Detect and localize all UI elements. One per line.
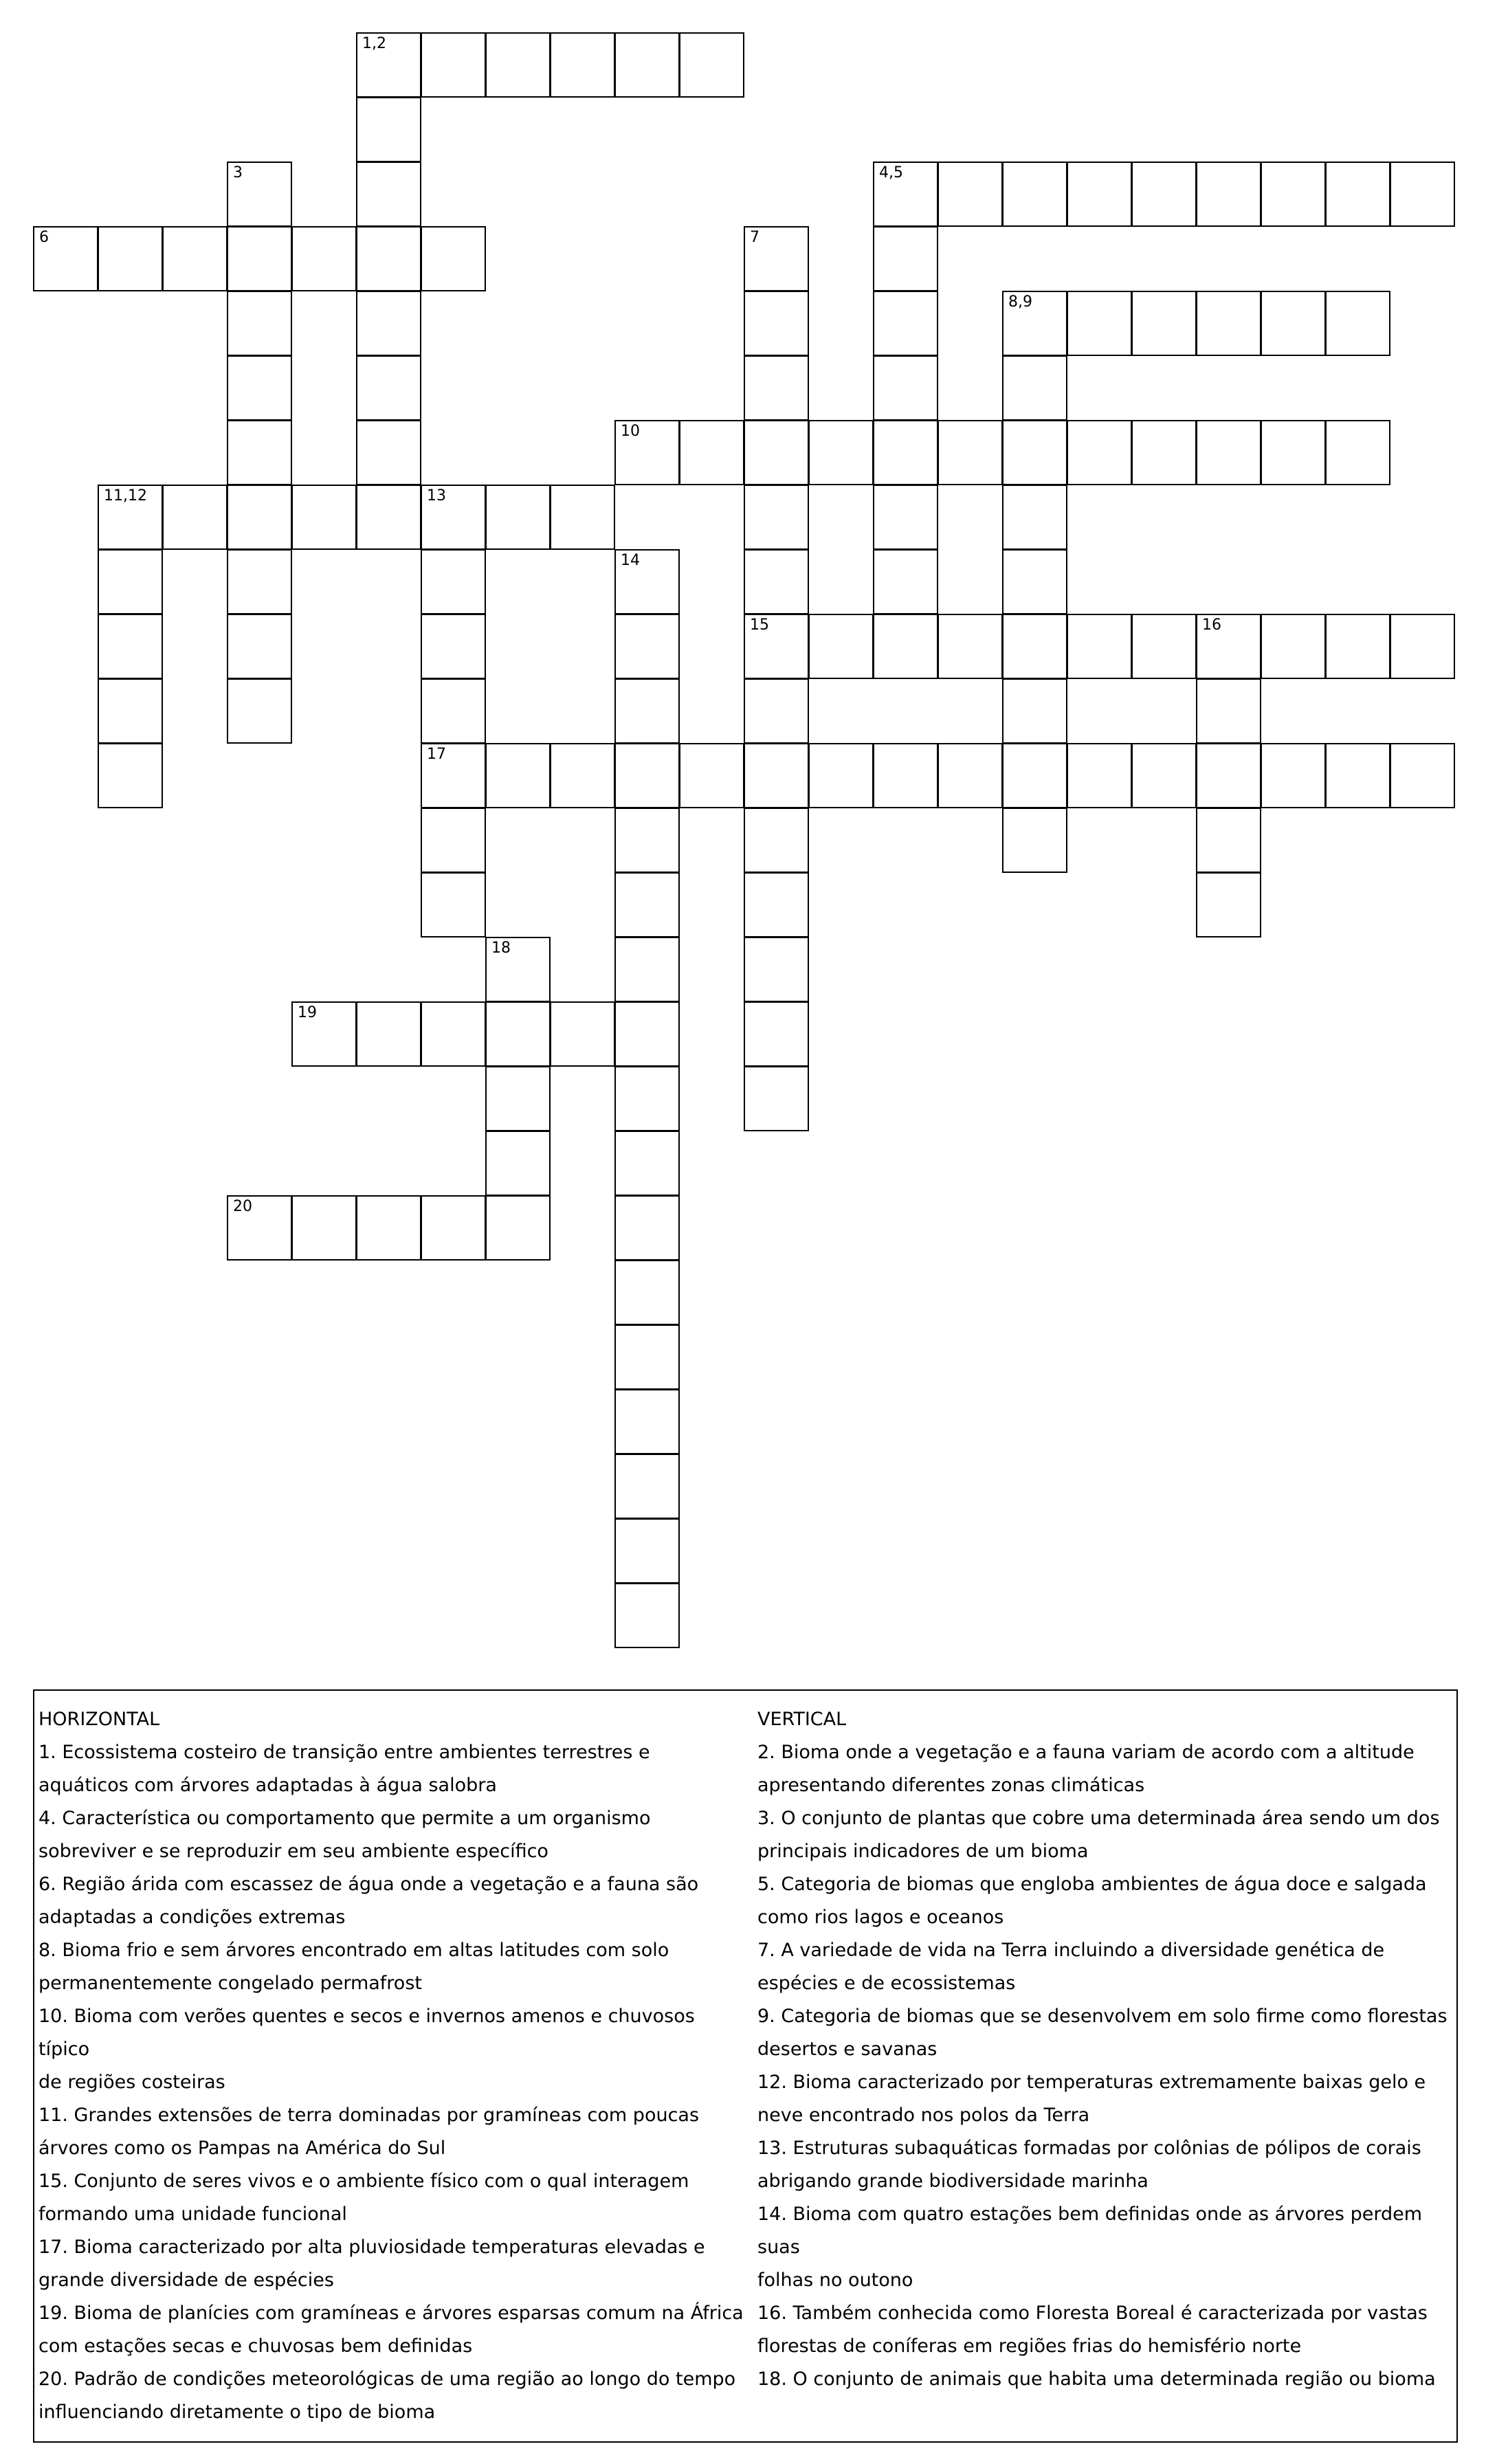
- crossword-cell[interactable]: [227, 355, 292, 421]
- horizontal-clue-line: 6. Região árida com escassez de água onde a vegetação e a fauna são: [38, 1874, 699, 1895]
- crossword-cell[interactable]: [1131, 614, 1197, 679]
- crossword-cell[interactable]: [614, 1195, 680, 1261]
- crossword-cell[interactable]: [614, 1001, 680, 1067]
- clue-number: 6: [39, 229, 49, 246]
- crossword-cell[interactable]: [33, 226, 98, 291]
- crossword-cell[interactable]: [550, 743, 615, 808]
- crossword-cell[interactable]: [227, 485, 292, 550]
- clues-panel: [33, 1689, 1458, 2443]
- vertical-clue-line: folhas no outono: [757, 2269, 913, 2291]
- crossword-cell[interactable]: [1325, 614, 1390, 679]
- horizontal-clue-line: árvores como os Pampas na América do Sul: [38, 2138, 446, 2159]
- crossword-cell[interactable]: [938, 420, 1003, 485]
- crossword-cell[interactable]: [614, 937, 680, 1002]
- crossword-cell[interactable]: [614, 1518, 680, 1584]
- crossword-cell[interactable]: [614, 743, 680, 808]
- crossword-cell[interactable]: [744, 549, 809, 614]
- crossword-cell[interactable]: [1067, 614, 1132, 679]
- horizontal-clue-line: aquáticos com árvores adaptadas à água salobra: [38, 1775, 497, 1796]
- crossword-cell[interactable]: [485, 1066, 551, 1131]
- crossword-cell[interactable]: [873, 162, 938, 227]
- clue-number: 15: [750, 617, 769, 634]
- clue-number: 20: [233, 1198, 252, 1215]
- crossword-cell[interactable]: [1067, 291, 1132, 356]
- crossword-cell[interactable]: [873, 420, 938, 485]
- crossword-cell[interactable]: [614, 872, 680, 937]
- vertical-clue-line: apresentando diferentes zonas climáticas: [757, 1775, 1145, 1796]
- crossword-cell[interactable]: [1002, 614, 1067, 679]
- crossword-cell[interactable]: [485, 743, 551, 808]
- crossword-cell[interactable]: [356, 1195, 421, 1261]
- crossword-cell[interactable]: [614, 1389, 680, 1454]
- horizontal-clue-line: 20. Padrão de condições meteorológicas de uma região ao longo do tempo: [38, 2368, 736, 2390]
- crossword-cell[interactable]: [744, 614, 809, 679]
- crossword-cell[interactable]: [98, 485, 163, 550]
- clue-number: 10: [621, 423, 640, 440]
- crossword-cell[interactable]: [98, 678, 163, 744]
- crossword-cell[interactable]: [1325, 743, 1390, 808]
- crossword-cell[interactable]: [1002, 549, 1067, 614]
- crossword-cell[interactable]: [356, 162, 421, 227]
- horizontal-clue-line: 8. Bioma frio e sem árvores encontrado em altas latitudes com solo: [38, 1940, 669, 1961]
- crossword-cell[interactable]: [744, 872, 809, 937]
- clue-number: 19: [298, 1004, 317, 1021]
- horizontal-clue-line: 19. Bioma de planícies com gramíneas e árvores esparsas comum na África: [38, 2302, 744, 2324]
- vertical-clue-line: principais indicadores de um bioma: [757, 1841, 1089, 1862]
- crossword-cell[interactable]: [614, 32, 680, 98]
- crossword-cell[interactable]: [938, 614, 1003, 679]
- crossword-cell[interactable]: [1131, 291, 1197, 356]
- crossword-cell[interactable]: [1002, 355, 1067, 421]
- crossword-cell[interactable]: [873, 355, 938, 421]
- crossword-cell[interactable]: [1325, 291, 1390, 356]
- crossword-cell[interactable]: [1325, 162, 1390, 227]
- crossword-cell[interactable]: [227, 678, 292, 744]
- crossword-cell[interactable]: [291, 485, 357, 550]
- crossword-cell[interactable]: [1002, 678, 1067, 744]
- vertical-clue-list: [757, 1736, 1465, 2396]
- crossword-cell[interactable]: [1196, 162, 1261, 227]
- crossword-cell[interactable]: [356, 97, 421, 162]
- horizontal-clue-line: 1. Ecossistema costeiro de transição entre ambientes terrestres e: [38, 1742, 650, 1763]
- crossword-cell[interactable]: [1002, 743, 1067, 808]
- crossword-cell[interactable]: [679, 743, 744, 808]
- vertical-clue-line: 5. Categoria de biomas que engloba ambientes de água doce e salgada: [757, 1874, 1427, 1895]
- crossword-cell[interactable]: [421, 614, 486, 679]
- vertical-heading: VERTICAL: [757, 1709, 847, 1730]
- vertical-clue-line: abrigando grande biodiversidade marinha: [757, 2171, 1149, 2192]
- horizontal-clue-line: com estações secas e chuvosas bem definidas: [38, 2335, 473, 2357]
- clue-number: 3: [233, 164, 243, 181]
- clue-number: 18: [491, 940, 511, 957]
- crossword-cell[interactable]: [1002, 162, 1067, 227]
- crossword-cell[interactable]: [1196, 743, 1261, 808]
- horizontal-heading: HORIZONTAL: [38, 1709, 160, 1730]
- crossword-cell[interactable]: [1131, 420, 1197, 485]
- horizontal-clue-line: grande diversidade de espécies: [38, 2269, 334, 2291]
- crossword-cell[interactable]: [227, 291, 292, 356]
- horizontal-clue-line: 11. Grandes extensões de terra dominadas por gramíneas com poucas: [38, 2105, 700, 2126]
- crossword-cell[interactable]: [1390, 614, 1455, 679]
- crossword-cell[interactable]: [873, 226, 938, 291]
- crossword-cell[interactable]: [485, 1131, 551, 1196]
- vertical-clue-line: 3. O conjunto de plantas que cobre uma determinada área sendo um dos: [757, 1808, 1440, 1829]
- crossword-cell[interactable]: [1002, 420, 1067, 485]
- crossword-cell[interactable]: [1196, 614, 1261, 679]
- vertical-clue-line: 18. O conjunto de animais que habita uma determinada região ou bioma: [757, 2368, 1436, 2390]
- crossword-cell[interactable]: [873, 291, 938, 356]
- crossword-cell[interactable]: [356, 355, 421, 421]
- vertical-clue-line: desertos e savanas: [757, 2039, 938, 2060]
- crossword-cell[interactable]: [1325, 420, 1390, 485]
- clue-number: 16: [1202, 617, 1221, 634]
- crossword-cell[interactable]: [614, 808, 680, 873]
- crossword-cell[interactable]: [614, 1583, 680, 1648]
- crossword-cell[interactable]: [873, 614, 938, 679]
- crossword-cell[interactable]: [162, 226, 228, 291]
- crossword-cell[interactable]: [744, 226, 809, 291]
- crossword-cell[interactable]: [1261, 291, 1326, 356]
- crossword-cell[interactable]: [227, 1195, 292, 1261]
- horizontal-clue-line: 10. Bioma com verões quentes e secos e invernos amenos e chuvosos típico: [38, 2006, 695, 2060]
- crossword-cell[interactable]: [356, 32, 421, 98]
- crossword-cell[interactable]: [808, 743, 874, 808]
- crossword-cell[interactable]: [744, 291, 809, 356]
- horizontal-clue-line: adaptadas a condições extremas: [38, 1907, 346, 1928]
- vertical-clue-line: 2. Bioma onde a vegetação e a fauna variam de acordo com a altitude: [757, 1742, 1415, 1763]
- crossword-cell[interactable]: [744, 1066, 809, 1131]
- clue-number: 4,5: [879, 164, 903, 181]
- vertical-clue-line: como rios lagos e oceanos: [757, 1907, 1004, 1928]
- crossword-cell[interactable]: [421, 226, 486, 291]
- crossword-cell[interactable]: [98, 549, 163, 614]
- vertical-clue-line: 7. A variedade de vida na Terra incluindo a diversidade genética de: [757, 1940, 1385, 1961]
- crossword-cell[interactable]: [421, 808, 486, 873]
- crossword-cell[interactable]: [98, 743, 163, 808]
- crossword-cell[interactable]: [485, 1195, 551, 1261]
- crossword-cell[interactable]: [291, 226, 357, 291]
- crossword-cell[interactable]: [614, 549, 680, 614]
- clue-number: 1,2: [362, 35, 386, 52]
- crossword-cell[interactable]: [744, 808, 809, 873]
- crossword-cell[interactable]: [485, 937, 551, 1002]
- crossword-cell[interactable]: [744, 937, 809, 1002]
- crossword-cell[interactable]: [1002, 808, 1067, 873]
- clue-number: 8,9: [1008, 293, 1032, 311]
- crossword-cell[interactable]: [485, 32, 551, 98]
- crossword-cell[interactable]: [356, 420, 421, 485]
- crossword-cell[interactable]: [1261, 614, 1326, 679]
- vertical-clues: [757, 1703, 1465, 2396]
- crossword-cell[interactable]: [227, 226, 292, 291]
- crossword-cell[interactable]: [744, 1001, 809, 1067]
- horizontal-clue-line: sobreviver e se reproduzir em seu ambiente específico: [38, 1841, 548, 1862]
- horizontal-clue-line: 4. Característica ou comportamento que permite a um organismo: [38, 1808, 651, 1829]
- crossword-cell[interactable]: [421, 743, 486, 808]
- crossword-cell[interactable]: [227, 420, 292, 485]
- crossword-cell[interactable]: [98, 226, 163, 291]
- crossword-cell[interactable]: [938, 162, 1003, 227]
- vertical-clue-line: neve encontrado nos polos da Terra: [757, 2105, 1090, 2126]
- crossword-cell[interactable]: [162, 485, 228, 550]
- crossword-cell[interactable]: [1002, 291, 1067, 356]
- crossword-cell[interactable]: [938, 743, 1003, 808]
- vertical-clue-line: 13. Estruturas subaquáticas formadas por colônias de pólipos de corais: [757, 2138, 1421, 2159]
- crossword-cell[interactable]: [1067, 420, 1132, 485]
- crossword-cell[interactable]: [614, 1131, 680, 1196]
- crossword-cell[interactable]: [356, 226, 421, 291]
- crossword-cell[interactable]: [614, 420, 680, 485]
- crossword-cell[interactable]: [356, 291, 421, 356]
- vertical-clue-line: 9. Categoria de biomas que se desenvolvem em solo firme como florestas: [757, 2006, 1448, 2027]
- crossword-cell[interactable]: [550, 1001, 615, 1067]
- crossword-cell[interactable]: [873, 549, 938, 614]
- clue-number: 14: [621, 552, 640, 569]
- horizontal-clues: [38, 1703, 746, 2429]
- crossword-cell[interactable]: [744, 420, 809, 485]
- crossword-cell[interactable]: [614, 1324, 680, 1390]
- crossword-cell[interactable]: [227, 549, 292, 614]
- crossword-cell[interactable]: [1261, 162, 1326, 227]
- crossword-cell[interactable]: [808, 614, 874, 679]
- crossword-cell[interactable]: [1196, 678, 1261, 744]
- crossword-cell[interactable]: [421, 485, 486, 550]
- crossword-cell[interactable]: [1196, 420, 1261, 485]
- horizontal-clue-line: formando uma unidade funcional: [38, 2204, 347, 2225]
- crossword-cell[interactable]: [421, 32, 486, 98]
- crossword-cell[interactable]: [1196, 808, 1261, 873]
- crossword-cell[interactable]: [808, 420, 874, 485]
- crossword-cell[interactable]: [614, 1454, 680, 1519]
- crossword-cell[interactable]: [614, 1260, 680, 1325]
- clue-number: 17: [427, 746, 446, 763]
- horizontal-clue-line: permanentemente congelado permafrost: [38, 1973, 422, 1994]
- horizontal-clue-line: de regiões costeiras: [38, 2072, 225, 2093]
- crossword-cell[interactable]: [227, 162, 292, 227]
- crossword-cell[interactable]: [1390, 743, 1455, 808]
- crossword-cell[interactable]: [1131, 743, 1197, 808]
- crossword-cell[interactable]: [744, 355, 809, 421]
- crossword-cell[interactable]: [614, 678, 680, 744]
- crossword-cell[interactable]: [421, 1001, 486, 1067]
- crossword-cell[interactable]: [356, 1001, 421, 1067]
- crossword-cell[interactable]: [550, 485, 615, 550]
- vertical-clue-line: 12. Bioma caracterizado por temperaturas extremamente baixas gelo e: [757, 2072, 1426, 2093]
- horizontal-clue-list: [38, 1736, 746, 2429]
- crossword-cell[interactable]: [485, 485, 551, 550]
- crossword-cell[interactable]: [1196, 872, 1261, 937]
- crossword-cell[interactable]: [1067, 162, 1132, 227]
- horizontal-clue-line: 17. Bioma caracterizado por alta pluviosidade temperaturas elevadas e: [38, 2237, 705, 2258]
- crossword-cell[interactable]: [744, 678, 809, 744]
- crossword-cell[interactable]: [1390, 162, 1455, 227]
- crossword-cell[interactable]: [679, 32, 744, 98]
- crossword-cell[interactable]: [744, 743, 809, 808]
- crossword-cell[interactable]: [1261, 420, 1326, 485]
- vertical-clue-line: espécies e de ecossistemas: [757, 1973, 1016, 1994]
- crossword-cell[interactable]: [744, 485, 809, 550]
- crossword-cell[interactable]: [421, 872, 486, 937]
- crossword-cell[interactable]: [485, 1001, 551, 1067]
- crossword-cell[interactable]: [873, 485, 938, 550]
- horizontal-clue-line: 15. Conjunto de seres vivos e o ambiente físico com o qual interagem: [38, 2171, 689, 2192]
- vertical-clue-line: florestas de coníferas em regiões frias do hemisfério norte: [757, 2335, 1302, 2357]
- horizontal-clue-line: influenciando diretamente o tipo de bioma: [38, 2401, 436, 2423]
- crossword-cell[interactable]: [614, 1066, 680, 1131]
- crossword-cell[interactable]: [356, 485, 421, 550]
- crossword-cell[interactable]: [421, 1195, 486, 1261]
- crossword-cell[interactable]: [291, 1001, 357, 1067]
- crossword-cell[interactable]: [291, 1195, 357, 1261]
- crossword-cell[interactable]: [873, 743, 938, 808]
- crossword-cell[interactable]: [1131, 162, 1197, 227]
- crossword-cell[interactable]: [1002, 485, 1067, 550]
- crossword-cell[interactable]: [679, 420, 744, 485]
- crossword-cell[interactable]: [227, 614, 292, 679]
- crossword-cell[interactable]: [98, 614, 163, 679]
- crossword-cell[interactable]: [1261, 743, 1326, 808]
- crossword-cell[interactable]: [1196, 291, 1261, 356]
- clue-number: 13: [427, 487, 446, 504]
- clue-number: 7: [750, 229, 759, 246]
- crossword-cell[interactable]: [550, 32, 615, 98]
- vertical-clue-line: 16. Também conhecida como Floresta Boreal é caracterizada por vastas: [757, 2302, 1428, 2324]
- crossword-cell[interactable]: [421, 678, 486, 744]
- crossword-cell[interactable]: [614, 614, 680, 679]
- vertical-clue-line: 14. Bioma com quatro estações bem definidas onde as árvores perdem suas: [757, 2204, 1423, 2258]
- crossword-cell[interactable]: [1067, 743, 1132, 808]
- crossword-cell[interactable]: [421, 549, 486, 614]
- clue-number: 11,12: [104, 487, 147, 504]
